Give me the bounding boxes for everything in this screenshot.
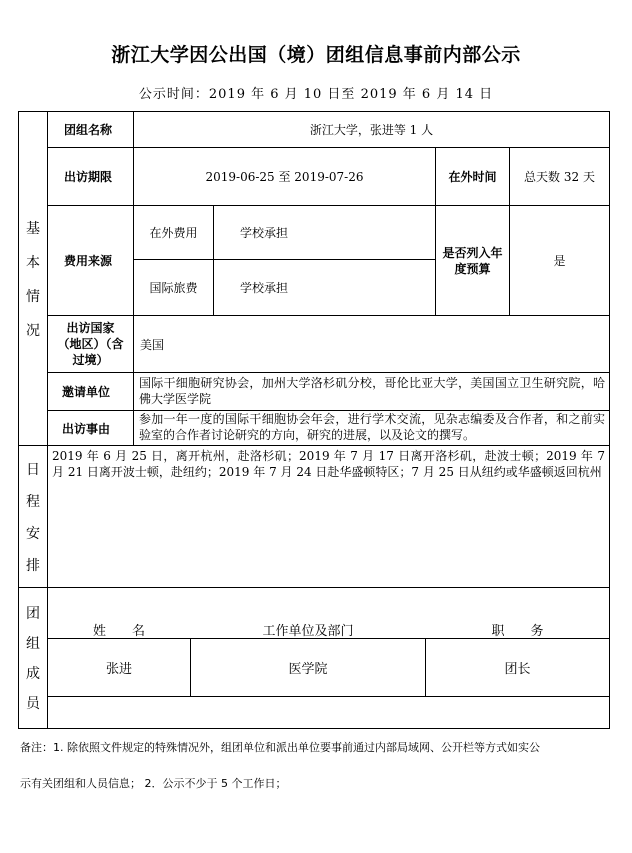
- member-unit: 医学院: [288, 662, 328, 677]
- basic-info-section-label: 基 本 情 况: [26, 220, 40, 339]
- footer-note-line1: 备注：1. 除依照文件规定的特殊情况外，组团单位和派出单位要事前通过内部局域网、公开栏等方式如实公: [20, 741, 540, 754]
- period-value: 2019-06-25 至 2019-07-26: [205, 170, 364, 184]
- country-value: 美国: [140, 337, 165, 352]
- abroad-cost-value: 学校承担: [240, 226, 289, 240]
- group-name-label: 团组名称: [64, 123, 113, 137]
- members-header-name: 姓 名: [92, 623, 145, 639]
- publicity-period: 公示时间：2019 年 6 月 10 日至 2019 年 6 月 14 日: [138, 87, 494, 102]
- funding-label: 费用来源: [64, 254, 113, 268]
- inviter-label: 邀请单位: [62, 385, 111, 399]
- budget-value: 是: [553, 254, 566, 268]
- member-name: 张进: [105, 662, 132, 677]
- time-abroad-label: 在外时间: [448, 170, 497, 184]
- travel-cost-value: 学校承担: [240, 281, 289, 295]
- abroad-cost-label: 在外费用: [149, 226, 198, 240]
- member-position: 团长: [504, 662, 531, 677]
- schedule-section-label: 日 程 安 排: [26, 461, 40, 574]
- inviter-value: 国际干细胞研究协会，加州大学洛杉矶分校，哥伦比亚大学，美国国立卫生研究院，哈佛大学医学院: [139, 376, 605, 406]
- page-title: 浙江大学因公出国（境）团组信息事前内部公示: [111, 44, 521, 66]
- travel-cost-label: 国际旅费: [149, 281, 198, 295]
- footer-note-line2: 示有关团组和人员信息； 2．公示不少于 5 个工作日；: [20, 777, 287, 790]
- budget-label: 是否列入年度预算: [442, 245, 503, 276]
- schedule-text: 2019 年 6 月 25 日，离开杭州，赴洛杉矶；2019 年 7 月 17 日离开洛杉矶，赴波士顿；2019 年 7 月 21 日离开波士顿，赴纽约；2019 年 7 月 24 日赴华盛顿特区；7 月 25 日从纽约或华盛顿返回杭州: [52, 449, 605, 479]
- purpose-label: 出访事由: [62, 421, 111, 436]
- time-abroad-value: 总天数 32 天: [524, 170, 595, 184]
- purpose-value: 参加一年一度的国际干细胞协会年会，进行学术交流，见杂志编委及合作者，和之前实验室的合作者讨论研究的方向，研究的进展，以及论文的撰写。: [139, 412, 605, 442]
- country-label: 出访国家（地区）（含过境）: [57, 321, 124, 367]
- period-label: 出访期限: [64, 170, 113, 184]
- members-section-label: 团 组 成 员: [26, 606, 40, 712]
- members-header-unit: 工作单位及部门: [262, 623, 354, 639]
- group-name-value: 浙江大学，张进等 1 人: [309, 123, 434, 137]
- members-header-position: 职 务: [491, 623, 544, 639]
